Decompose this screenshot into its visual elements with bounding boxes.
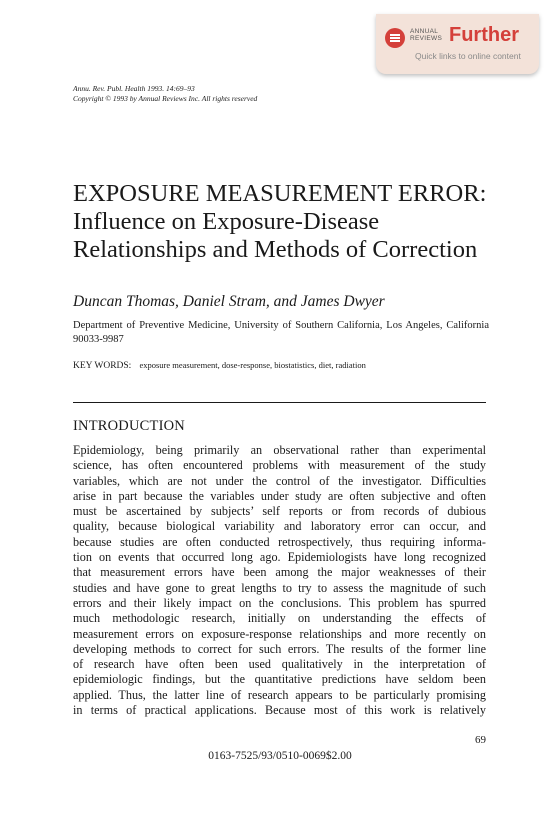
body-line: variables, which are not under the control of the investigator. Difficulties [73,473,486,488]
body-line: tion on events that occurred long ago. Epidemiologists have long recognized [73,550,486,565]
further-badge[interactable] [376,14,539,74]
journal-header [73,84,373,104]
annual-reviews-logo-icon [385,28,405,48]
body-line: must be ascertained by subjects’ self reports or from records of dubious [73,504,486,519]
badge-annual-label: ANNUAL [410,28,439,35]
title-line-1: EXPOSURE MEASUREMENT ERROR: [73,180,487,207]
affiliation: Department of Preventive Medicine, University of Southern California, Los Angeles, California 90033-9987 [73,320,489,345]
issn-code: 0163-7525/93/0510-0069$2.00 [208,750,352,762]
body-line: developing methods to correct for such errors. The results of the former line [73,641,486,656]
journal-copyright: Copyright © 1993 by Annual Reviews Inc. All rights reserved [73,94,258,103]
body-line: studies and have gone to great lengths to try to assess the magnitude of such [73,580,486,595]
badge-further-label: Further [449,24,519,46]
body-line: errors and their likely impact on the conclusions. This problem has spurred [73,595,486,610]
body-line: epidemiologic findings, but the quantitative predictions have seldom been [73,672,486,687]
body-line: of research have often been used qualitatively in the interpretation of [73,657,486,672]
body-line: arise in part because the variables under study are often subjective and often [73,488,486,503]
authors: Duncan Thomas, Daniel Stram, and James Dwyer [73,293,385,310]
title-line-2: Influence on Exposure-Disease [73,208,380,235]
badge-reviews-label: REVIEWS [410,35,443,42]
body-line: quality, because biological variability and laboratory error can occur, and [73,519,486,534]
body-line: science, has often encountered problems with measurement of the study [73,458,486,473]
body-line: measurement errors on exposure-response relationships and more recently on [73,626,486,641]
body-line: in terms of practical applications. Because most of this work is relatively [73,703,486,718]
keywords-value: exposure measurement, dose-response, biostatistics, diet, radiation [139,360,366,370]
body-line: much methodologic research, initially on understanding the effects of [73,611,486,626]
title-line-3: Relationships and Methods of Correction [73,236,478,263]
body-line: applied. Thus, the latter line of research appears to be particularly promising [73,687,486,702]
introduction-body [73,443,486,718]
section-heading: INTRODUCTION [73,418,185,434]
body-line: because studies are often conducted retrospectively, thus requiring informa- [73,534,486,549]
article-title [73,180,503,264]
page-number: 69 [475,734,486,746]
keywords [73,360,493,372]
journal-citation: Annu. Rev. Publ. Health 1993. 14:69–93 [73,84,195,93]
section-divider [73,402,486,403]
keywords-label: KEY WORDS: [73,361,132,371]
body-line: that measurement errors have been among the major weaknesses of their [73,565,486,580]
body-line: Epidemiology, being primarily an observational rather than experimental [73,443,486,457]
badge-subtitle: Quick links to online content [415,51,521,61]
